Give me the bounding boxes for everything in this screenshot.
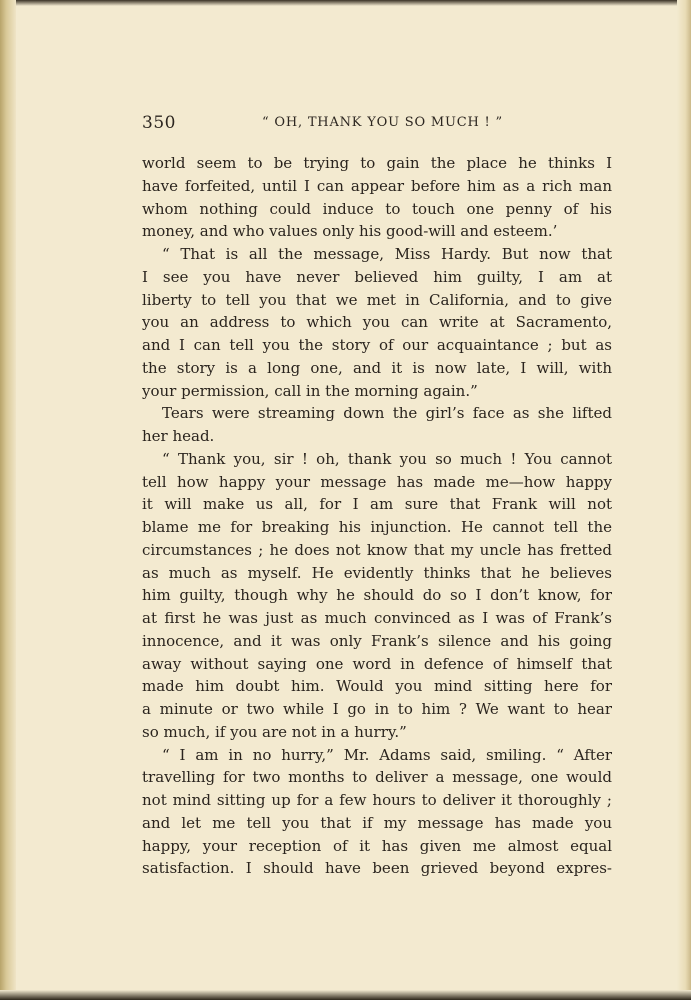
- text-line: “ That is all the message, Miss Hardy. But now that: [162, 245, 612, 263]
- text-line: “ Thank you, sir ! oh, thank you so much ! You cannot: [162, 449, 612, 468]
- text-line: your permission, call in the morning again.”: [142, 381, 478, 400]
- text-line: it will make us all, for I am sure that Frank will not: [142, 495, 612, 514]
- text-line: made him doubt him. Would you mind sitting here for: [142, 677, 612, 696]
- text-line: away without saying one word in defence of himself that: [142, 654, 612, 673]
- text-line: innocence, and it was only Frank’s silence and his going: [142, 631, 612, 650]
- text-line: and I can tell you the story of our acquaintance ; but as: [142, 336, 612, 354]
- page-bottom-edge: [0, 990, 691, 1000]
- body-text: [142, 152, 612, 880]
- text-line: satisfaction. I should have been grieved beyond expres-: [142, 859, 612, 878]
- paragraph: [142, 243, 612, 402]
- text-line: and let me tell you that if my message has made you: [142, 813, 612, 832]
- page-right-edge: [677, 0, 691, 1000]
- paragraph: [142, 744, 612, 881]
- text-line: travelling for two months to deliver a message, one would: [142, 768, 612, 787]
- text-line: at first he was just as much convinced as I was of Frank’s: [142, 609, 612, 627]
- running-title: “ OH, THANK YOU SO MUCH ! ”: [262, 115, 503, 130]
- text-line: whom nothing could induce to touch one penny of his: [142, 199, 612, 218]
- text-line: so much, if you are not in a hurry.”: [142, 722, 407, 741]
- text-line: happy, your reception of it has given me almost equal: [142, 836, 612, 855]
- text-line: Tears were streaming down the girl’s face as she lifted: [162, 404, 612, 423]
- text-line: as much as myself. He evidently thinks that he believes: [142, 563, 612, 582]
- paragraph: [142, 402, 612, 448]
- text-line: liberty to tell you that we met in California, and to give: [142, 290, 612, 309]
- binding-gutter: [0, 0, 16, 1000]
- page-number: 350: [142, 113, 176, 133]
- text-line: circumstances ; he does not know that my uncle has fretted: [142, 540, 612, 559]
- text-line: money, and who values only his good-will and esteem.’: [142, 222, 558, 241]
- text-line: blame me for breaking his injunction. He cannot tell the: [142, 518, 612, 536]
- text-line: world seem to be trying to gain the place he thinks I: [142, 154, 612, 172]
- text-line: her head.: [142, 427, 215, 445]
- paragraph: [142, 448, 612, 744]
- text-line: the story is a long one, and it is now late, I will, with: [142, 358, 612, 377]
- text-line: not mind sitting up for a few hours to deliver it thoroughly ;: [142, 791, 612, 809]
- running-header: [142, 113, 612, 137]
- text-line: I see you have never believed him guilty, I am at: [142, 267, 612, 286]
- text-line: you an address to which you can write at Sacramento,: [142, 313, 612, 332]
- paragraph: [142, 152, 612, 243]
- page-top-edge: [0, 0, 691, 6]
- text-line: him guilty, though why he should do so I don’t know, for: [142, 586, 612, 605]
- text-line: tell how happy your message has made me—how happy: [142, 472, 612, 491]
- text-line: “ I am in no hurry,” Mr. Adams said, smiling. “ After: [162, 745, 612, 764]
- text-line: a minute or two while I go in to him ? We want to hear: [142, 700, 612, 718]
- text-line: have forfeited, until I can appear before him as a rich man: [142, 176, 612, 195]
